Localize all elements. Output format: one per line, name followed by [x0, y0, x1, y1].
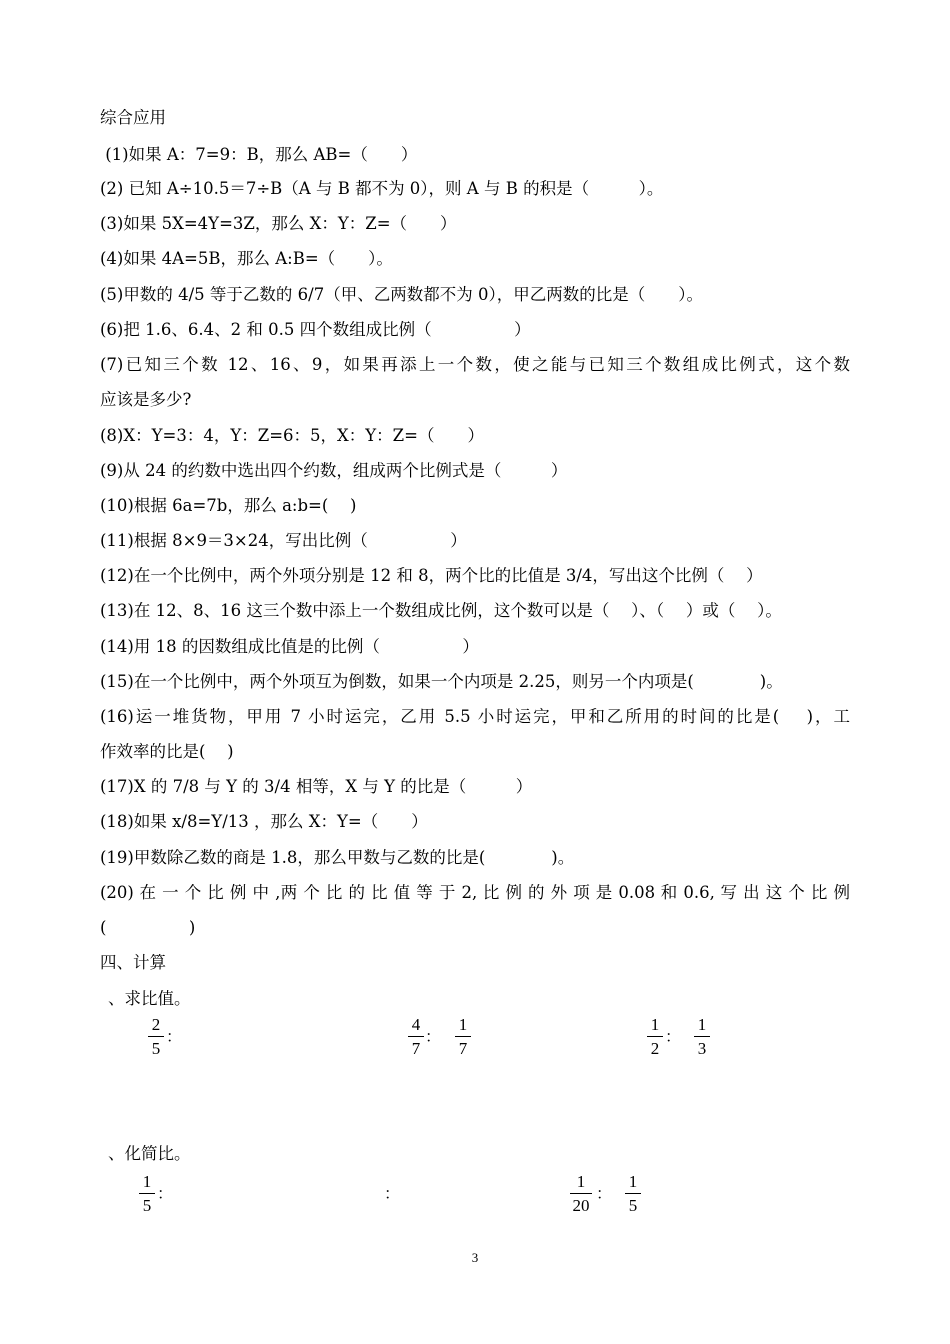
ratio-colon: ： [157, 1184, 174, 1203]
fraction-1-3 [694, 1015, 710, 1059]
ratio-colon: ： [384, 1184, 401, 1203]
numerator: 1 [628, 1172, 638, 1191]
question-2: (2) 已知 A÷10.5＝7÷B（A 与 B 都不为 0），则 A 与 B 的积是（ ）。 [100, 179, 664, 198]
denominator: 5 [142, 1196, 152, 1215]
fraction-1-5-b [625, 1172, 641, 1216]
question-3: (3)如果 5X=4Y=3Z，那么 X：Y：Z=（ ） [100, 214, 457, 233]
fraction-1-20 [570, 1172, 592, 1216]
ratio-colon: ： [596, 1184, 613, 1203]
fraction-bar [570, 1193, 592, 1194]
question-4: (4)如果 4A=5B，那么 A:B=（ ）。 [100, 249, 393, 268]
fraction-bar [647, 1036, 663, 1037]
denominator: 2 [650, 1039, 660, 1058]
question-17: (17)X 的 7/8 与 Y 的 3/4 相等，X 与 Y 的比是（ ） [100, 777, 533, 796]
question-6: (6)把 1.6、6.4、2 和 0.5 四个数组成比例（ ） [100, 320, 531, 339]
question-10: (10)根据 6a=7b，那么 a:b=( ) [100, 496, 357, 515]
question-16-line-2: 作效率的比是( ) [100, 742, 234, 761]
numerator: 1 [576, 1172, 586, 1191]
numerator: 1 [142, 1172, 152, 1191]
denominator: 5 [628, 1196, 638, 1215]
question-9: (9)从 24 的约数中选出四个约数，组成两个比例式是（ ） [100, 461, 568, 480]
numerator: 2 [151, 1015, 161, 1034]
fraction-bar [408, 1036, 424, 1037]
question-15: (15)在一个比例中，两个外项互为倒数，如果一个内项是 2.25，则另一个内项是( )。 [100, 672, 783, 691]
denominator: 20 [572, 1196, 590, 1215]
numerator: 4 [411, 1015, 421, 1034]
fraction-bar [148, 1036, 164, 1037]
ratio-colon: ： [425, 1027, 442, 1046]
question-14: (14)用 18 的因数组成比值是的比例（ ） [100, 637, 479, 656]
fraction-4-7 [408, 1015, 424, 1059]
denominator: 5 [151, 1039, 161, 1058]
question-1: (1)如果 A：7=9：B，那么 AB=（ ） [100, 145, 418, 164]
fraction-bar [139, 1193, 155, 1194]
question-12: (12)在一个比例中，两个外项分别是 12 和 8，两个比的比值是 3/4，写出这个比例（ ） [100, 566, 763, 585]
fraction-bar [625, 1193, 641, 1194]
question-18: (18)如果 x/8=Y/13 ，那么 X：Y=（ ） [100, 812, 428, 831]
question-7-line-1: (7)已知三个数 12、16、9，如果再添上一个数，使之能与已知三个数组成比例式，这个数 [100, 355, 850, 374]
fraction-2-5 [148, 1015, 164, 1059]
question-13: (13)在 12、8、16 这三个数中添上一个数组成比例，这个数可以是（ ）、（ ）或（ ）。 [100, 601, 782, 620]
question-16-line-1: (16)运一堆货物，甲用 7 小时运完，乙用 5.5 小时运完，甲和乙所用的时间的比是( )，工 [100, 707, 850, 726]
part-2-title: 、化简比。 [108, 1144, 191, 1163]
question-8: (8)X：Y=3：4，Y：Z=6：5，X：Y：Z=（ ） [100, 426, 484, 445]
fraction-1-5 [139, 1172, 155, 1216]
section-4-title: 四、计算 [100, 953, 166, 972]
numerator: 1 [650, 1015, 660, 1034]
denominator: 3 [697, 1039, 707, 1058]
ratio-colon: ： [665, 1027, 682, 1046]
part-1-title: 、求比值。 [108, 989, 191, 1008]
fraction-bar [455, 1036, 471, 1037]
fraction-bar [694, 1036, 710, 1037]
question-20-line-2: ( ) [100, 918, 196, 937]
denominator: 7 [458, 1039, 468, 1058]
ratio-colon: ： [166, 1027, 183, 1046]
numerator: 1 [697, 1015, 707, 1034]
fraction-1-2 [647, 1015, 663, 1059]
question-19: (19)甲数除乙数的商是 1.8，那么甲数与乙数的比是( )。 [100, 848, 575, 867]
question-11: (11)根据 8×9＝3×24，写出比例（ ） [100, 531, 467, 550]
section-title: 综合应用 [100, 108, 166, 127]
question-5: (5)甲数的 4/5 等于乙数的 6/7（甲、乙两数都不为 0），甲乙两数的比是（ ）。 [100, 285, 703, 304]
denominator: 7 [411, 1039, 421, 1058]
question-20-line-1: (20) 在 一 个 比 例 中 ,两 个 比 的 比 值 等 于 2, 比 例 的 外 项 是 0.08 和 0.6, 写 出 这 个 比 例 [100, 883, 850, 902]
question-7-line-2: 应该是多少? [100, 390, 192, 409]
fraction-1-7 [455, 1015, 471, 1059]
page-number: 3 [471, 1250, 479, 1265]
numerator: 1 [458, 1015, 468, 1034]
